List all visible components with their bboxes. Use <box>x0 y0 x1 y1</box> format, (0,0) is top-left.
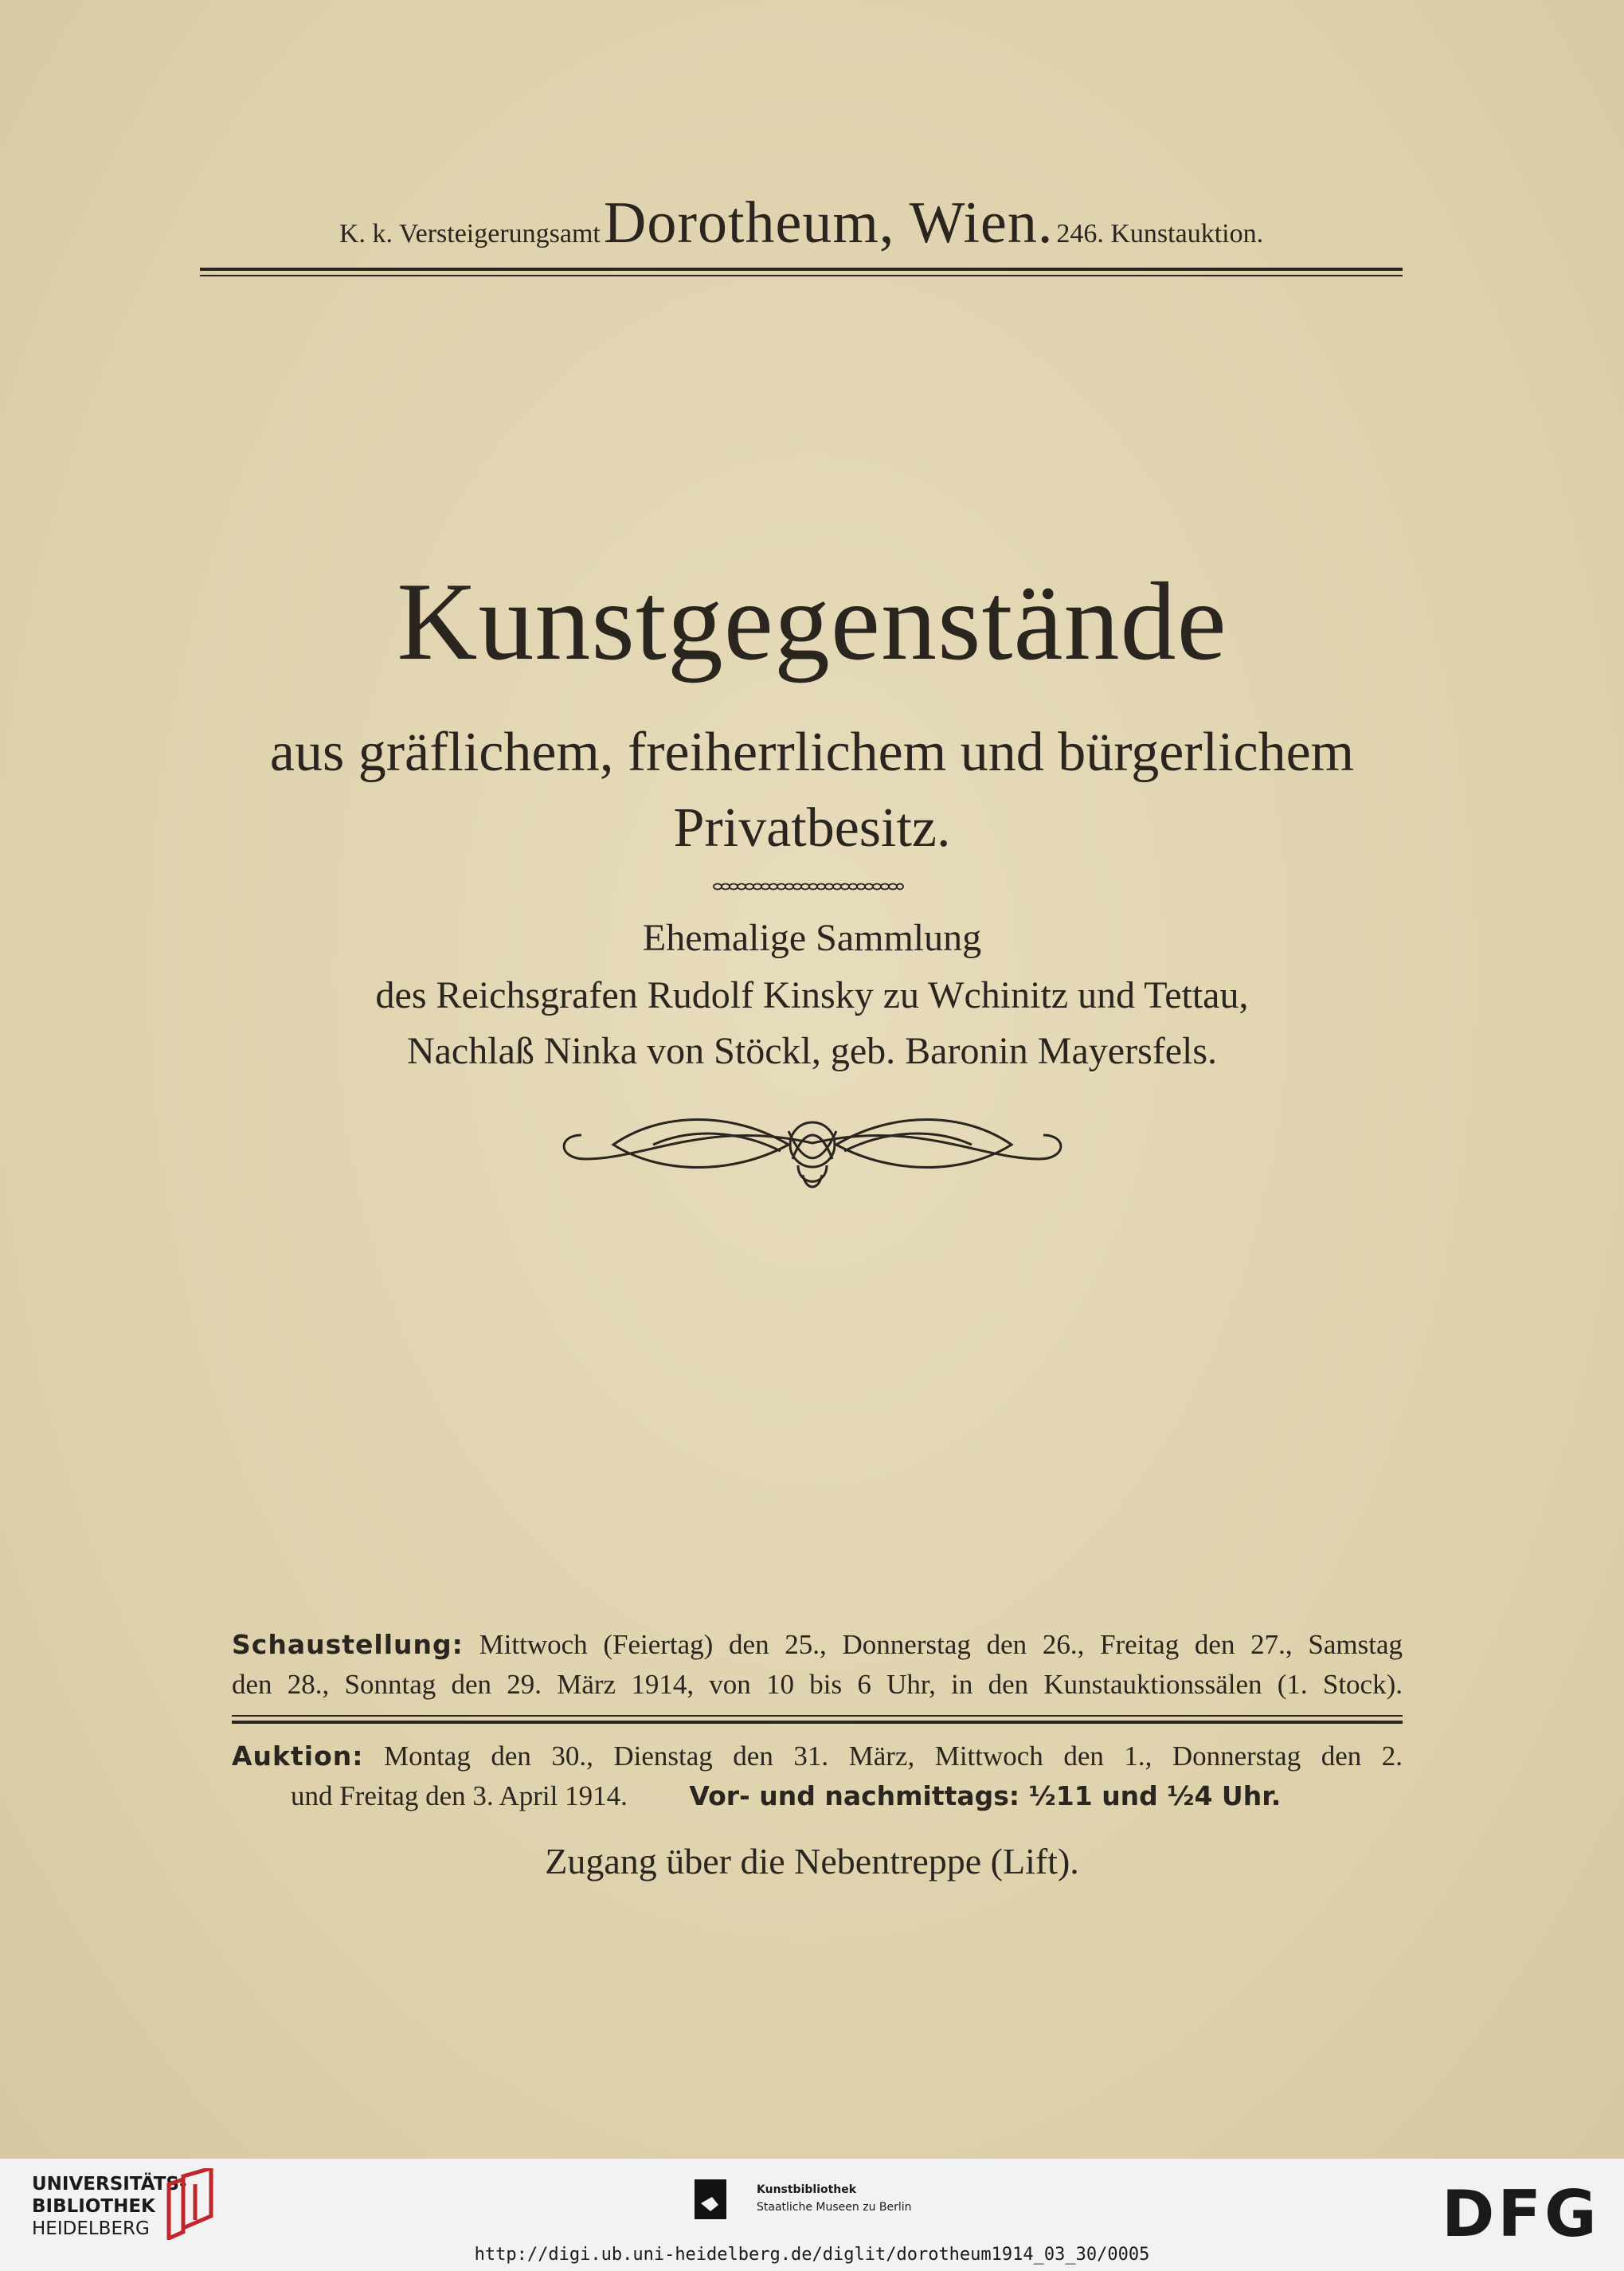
collection-line-3: Nachlaß Ninka von Stöckl, geb. Baronin Mayersfels. <box>406 1030 1218 1072</box>
kb-line-2: Staatliche Museen zu Berlin <box>757 2201 912 2214</box>
auktion-text-1: Montag den 30., Dienstag den 31. März, Mittwoch den 1., Donnerstag den 2. <box>383 1740 1403 1772</box>
ub-line-2: BIBLIOTHEK <box>32 2196 155 2217</box>
subtitle-line-2: Privatbesitz. <box>673 797 951 859</box>
auktion-times: Vor- und nachmittags: ½11 und ½4 Uhr. <box>689 1780 1282 1811</box>
subtitle-line-1: aus gräflichem, freiherrlichem und bürgerlichem <box>269 722 1355 783</box>
header-left-text: K. k. Versteigerungsamt <box>338 219 601 249</box>
kunstbibliothek-logo-icon <box>695 2179 726 2219</box>
schaustellung-text-1: Mittwoch (Feiertag) den 25., Donnerstag den 26., Freitag den 27., Samstag <box>479 1629 1403 1660</box>
page-title: Kunstgegenstände <box>397 560 1227 683</box>
auktion-line-1 <box>232 1737 1403 1776</box>
auktion-label: Auktion: <box>232 1740 364 1772</box>
header-rule-bottom <box>200 275 1403 276</box>
ub-line-3: HEIDELBERG <box>32 2218 150 2239</box>
schaustellung-text-2: den 28., Sonntag den 29. März 1914, von 10 bis 6 Uhr, in den Kunstauktionssälen (1. Stock). <box>232 1669 1403 1700</box>
kb-line-1: Kunstbibliothek <box>757 2183 857 2196</box>
schaustellung-line-2 <box>232 1665 1403 1705</box>
ub-line-1: UNIVERSITÄTS- <box>32 2174 187 2195</box>
section-rule-top <box>232 1715 1403 1717</box>
footer-bar <box>0 2159 1624 2271</box>
kunstbibliothek-text <box>757 2181 912 2216</box>
schaustellung-line-1 <box>232 1625 1403 1665</box>
auktion-line-2 <box>291 1776 1374 1816</box>
zugang-text: Zugang über die Nebentreppe (Lift). <box>545 1841 1079 1881</box>
auktion-text-2: und Freitag den 3. April 1914. <box>291 1780 628 1811</box>
header-line <box>200 190 1403 261</box>
source-url[interactable]: http://digi.ub.uni-heidelberg.de/diglit/dorotheum1914_03_30/0005 <box>474 2245 1150 2265</box>
dfg-logo: DFG <box>1442 2177 1600 2251</box>
header-right-text: 246. Kunstauktion. <box>1056 219 1264 249</box>
header-rule-top <box>200 268 1403 271</box>
chain-ornament <box>713 882 904 891</box>
schaustellung-label: Schaustellung: <box>232 1629 464 1660</box>
collection-line-2: des Reichsgrafen Rudolf Kinsky zu Wchinitz und Tettau, <box>375 974 1249 1016</box>
flourish-ornament <box>550 1095 1075 1199</box>
collection-line-1: Ehemalige Sammlung <box>642 917 982 959</box>
ub-heidelberg-logo-icon <box>159 2168 223 2240</box>
section-rule-bottom <box>232 1721 1403 1724</box>
header-main-text: Dorotheum, Wien. <box>603 190 1054 256</box>
